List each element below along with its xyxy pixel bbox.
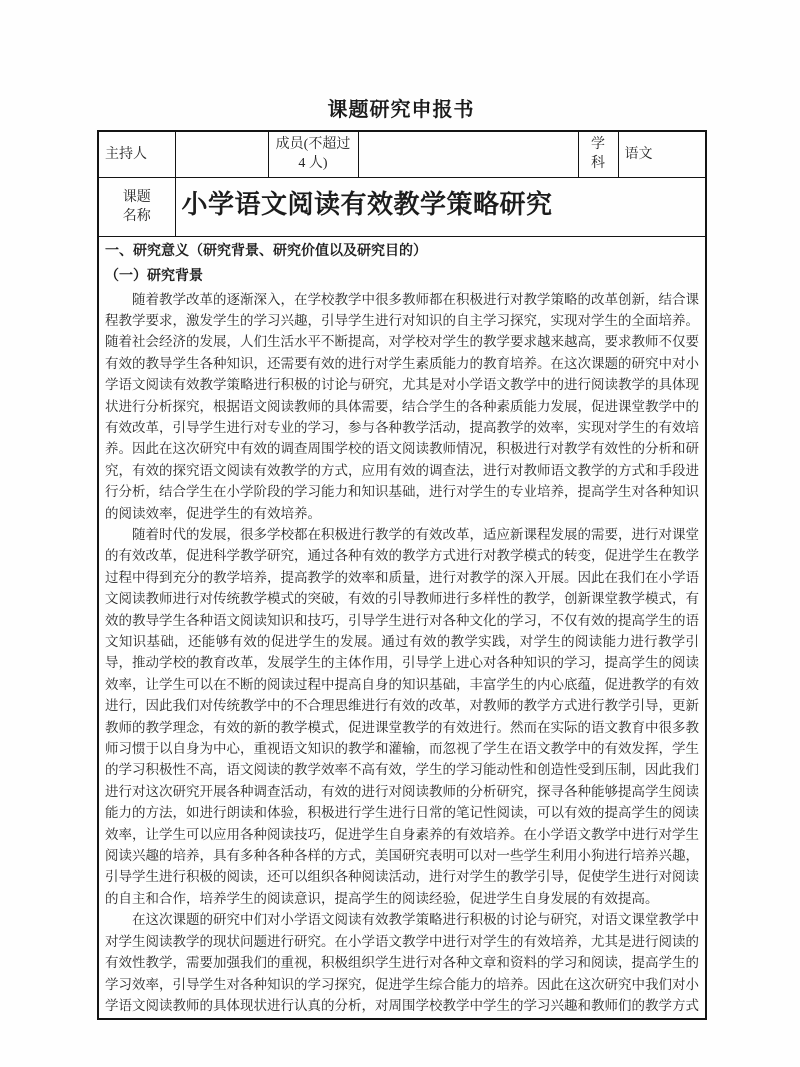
research-body-cell bbox=[98, 236, 706, 1019]
application-form-table bbox=[97, 130, 707, 1020]
topic-label-cell bbox=[98, 177, 175, 236]
topic-value-cell bbox=[175, 177, 706, 236]
subject-value-cell bbox=[618, 131, 706, 177]
host-label: 主持人 bbox=[105, 146, 147, 162]
host-label-cell bbox=[98, 131, 175, 177]
subject-value: 语文 bbox=[624, 146, 653, 162]
members-value-cell bbox=[358, 131, 578, 177]
topic-value: 小学语文阅读有效教学策略研究 bbox=[181, 188, 553, 219]
members-label: 成员(不超过 4 人) bbox=[275, 137, 351, 172]
research-background-paragraph-1: 随着教学改革的逐渐深入，在学校教学中很多教师都在积极进行对教学策略的改革创新，结合课程教学要求，激发学生的学习兴趣，引导学生进行对知识的自主学习探究，实现对学生的全面培养。随着社会经济的发展，人们生活水平不断提高，对学校对学生的教学要求越来越高，要求教师不仅要有效的教导学生各种知识，还需要有效的进行对学生素质能力的教育培养。在这次课题的研究中对小学语文阅读有效教学策略进行积极的讨论与研究，尤其是对小学语文教学中的进行阅读教学的具体现状进行分析探究，根据语文阅读教师的具体需要，结合学生的各种素质能力发展，促进课堂教学中的有效改革，引导学生进行对专业的学习，参与各种教学活动，提高教学的效率，实现对学生的有效培养。因此在这次研究中有效的调查周围学校的语文阅读教师情况，积极进行对教学有效性的分析和研究，有效的探究语文阅读有效教学的方式，应用有效的调查法，进行对教师语文教学的方式和手段进行分析，结合学生在小学阶段的学习能力和知识基础，进行对学生的专业培养，提高学生对各种知识的阅读效率，促进学生的有效培养。 bbox=[105, 291, 699, 521]
host-value-cell bbox=[175, 131, 268, 177]
document-title: 课题研究申报书 bbox=[327, 99, 475, 121]
subject-label: 学科 bbox=[591, 137, 605, 172]
members-label-cell bbox=[268, 131, 358, 177]
research-background-paragraph-3: 在这次课题的研究中们对小学语文阅读有效教学策略进行积极的讨论与研究，对语文课堂教学中对学生阅读教学的现状问题进行研究。在小学语文教学中进行对学生的有效培养，尤其是进行阅读的有效性教学，需要加强我们的重视，积极组织学生进行对各种文章和资料的学习和阅读，提高学生的学习效率，引导学生对各种知识的学习探究，促进学生综合能力的培养。因此在这次研究中我们对小学语文阅读教师的具体现状进行认真的分析，对周围学校教学中学生的学习兴趣和教师们的教学方式 bbox=[105, 912, 699, 1013]
section-heading-research-significance: 一、研究意义（研究背景、研究价值以及研究目的） bbox=[105, 243, 427, 259]
topic-row bbox=[98, 177, 706, 236]
research-background-paragraph-2: 随着时代的发展，很多学校都在积极进行教学的有效改革，适应新课程发展的需要，进行对课堂的有效改革，促进科学教学研究，通过各种有效的教学方式进行对教学模式的转变，促进学生在教学过程中得到充分的教学培养，提高教学的效率和质量，进行对教学的深入开展。因此在我们在小学语文阅读教师进行对传统教学模式的突破，有效的引导教师进行多样性的教学，创新课堂教学模式，有效的教导学生各种语文阅读知识和技巧，引导学生进行对各种文化的学习，不仅有效的提高学生的语文知识基础，还能够有效的促进学生的发展。通过有效的教学实践，对学生的阅读能力进行教学引导，推动学校的教育改革，发展学生的主体作用，引导学上进心对各种知识的学习，提高学生的阅读效率，让学生可以在不断的阅读过程中提高自身的知识基础，丰富学生的内心底蕴，促进教学的有效进行，因此我们对传统教学中的不合理思维进行有效的改革，对教师的教学方式进行教学引导，更新教师的教学理念，有效的新的教学模式，促进课堂教学的有效进行。然而在实际的语文教育中很多教师习惯于以自身为中心，重视语文知识的教学和灌输，而忽视了学生在语文教学中的有效发挥，学生的学习积极性不高，语文阅读的教学效率不高有效，学生的学习能动性和创造性受到压制，因此我们进行对这次研究开展各种调查活动，有效的进行对阅读教师的分析研究，探寻各种能够提高学生阅读能力的方法，如进行朗读和体验，积极进行学生进行日常的笔记性阅读，可以有效的提高学生的阅读效率，让学生可以应用各种阅读技巧，促进学生自身素养的有效培养。在小学语文教学中进行对学生阅读兴趣的培养，具有多种各种各样的方式，美国研究表明可以对一些学生利用小狗进行培养兴趣，引导学生进行积极的阅读，还可以组织各种阅读活动，进行对学生的教学引导，促使学生进行对阅读的自主和合作，培养学生的阅读意识，提高学生的阅读经验，促进学生自身发展的有效提高。 bbox=[105, 526, 699, 906]
application-document bbox=[97, 98, 705, 1020]
subsection-heading-research-background: （一）研究背景 bbox=[105, 268, 203, 284]
body-row bbox=[98, 236, 706, 1019]
header-row bbox=[98, 131, 706, 177]
subject-label-cell bbox=[578, 131, 618, 177]
topic-label: 课题名称 bbox=[122, 189, 151, 224]
